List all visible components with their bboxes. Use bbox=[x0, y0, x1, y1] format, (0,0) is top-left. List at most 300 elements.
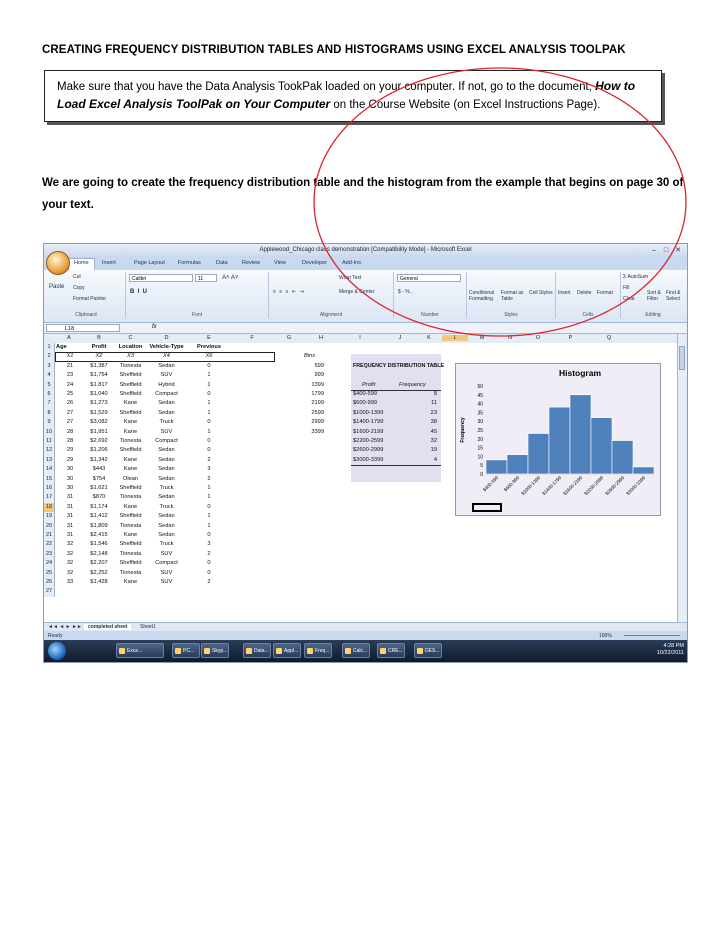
data-cell[interactable]: Sedan bbox=[158, 494, 175, 501]
data-cell[interactable]: 2 bbox=[207, 456, 211, 463]
font-size-select[interactable]: 11 bbox=[195, 274, 217, 282]
row-header[interactable]: 18 bbox=[44, 503, 55, 512]
data-cell[interactable]: Tionesta bbox=[119, 569, 142, 576]
symbol-cell[interactable]: X1 bbox=[66, 353, 74, 360]
data-cell[interactable]: 24 bbox=[66, 381, 74, 388]
data-cell[interactable]: 1 bbox=[207, 522, 211, 529]
data-cell[interactable]: $1,428 bbox=[90, 579, 108, 585]
x-tick-label: $1400-1799 bbox=[541, 475, 563, 497]
row-header[interactable]: 19 bbox=[44, 512, 55, 521]
row-header[interactable]: 12 bbox=[44, 446, 55, 455]
data-cell[interactable]: 30 bbox=[66, 466, 74, 473]
row-header[interactable]: 25 bbox=[44, 569, 55, 578]
row-header[interactable]: 16 bbox=[44, 484, 55, 493]
row-header[interactable]: 4 bbox=[44, 371, 55, 380]
bin-cell[interactable]: 1799 bbox=[311, 391, 324, 397]
bin-cell[interactable]: 1399 bbox=[311, 381, 324, 388]
data-cell[interactable]: $1,040 bbox=[90, 391, 108, 397]
vertical-scrollbar[interactable] bbox=[677, 334, 687, 622]
format-as-table-button[interactable]: Format as Table bbox=[501, 290, 524, 302]
data-cell[interactable]: $1,412 bbox=[90, 513, 108, 520]
sheet-nav-icons[interactable]: ◄◄ ◄ ► ►► bbox=[48, 624, 82, 630]
data-cell[interactable]: Tionesta bbox=[119, 362, 142, 369]
data-cell[interactable]: $1,621 bbox=[90, 485, 108, 491]
bin-cell[interactable]: 599 bbox=[314, 362, 324, 369]
office-button[interactable] bbox=[46, 251, 70, 275]
col-header-M[interactable]: M bbox=[479, 335, 485, 341]
data-cell[interactable]: Olean bbox=[122, 475, 139, 482]
data-cell[interactable]: 2 bbox=[207, 579, 211, 585]
y-tick-label: 20 bbox=[477, 436, 483, 443]
selected-cell[interactable] bbox=[472, 503, 502, 512]
data-cell[interactable]: 31 bbox=[66, 494, 74, 501]
row-header[interactable]: 8 bbox=[44, 409, 55, 418]
bin-cell[interactable]: 2199 bbox=[311, 400, 324, 407]
header-location[interactable]: Location bbox=[118, 344, 143, 350]
excel-title-bar bbox=[44, 244, 687, 258]
data-cell[interactable]: $1,342 bbox=[90, 456, 108, 463]
paste-button[interactable]: Paste bbox=[49, 284, 65, 290]
data-cell[interactable]: Truck bbox=[159, 485, 174, 491]
data-cell[interactable]: 30 bbox=[66, 475, 74, 482]
data-cell[interactable]: Sheffield bbox=[119, 391, 142, 397]
row-header[interactable]: 21 bbox=[44, 531, 55, 540]
tab-insert[interactable]: Insert bbox=[102, 260, 116, 266]
bin-cell[interactable]: 2999 bbox=[311, 419, 324, 426]
data-cell[interactable]: 0 bbox=[207, 362, 211, 369]
autosum-button[interactable]: Σ AutoSum bbox=[623, 274, 649, 280]
taskbar-app-icon bbox=[246, 648, 252, 654]
col-header-C[interactable]: C bbox=[128, 335, 133, 341]
tab-review[interactable]: Review bbox=[242, 260, 261, 266]
name-box[interactable]: L18 bbox=[46, 324, 120, 332]
cut-button[interactable]: Cut bbox=[73, 274, 81, 280]
col-header-Q[interactable]: Q bbox=[606, 335, 612, 341]
col-header-L[interactable]: L bbox=[442, 335, 468, 341]
data-cell[interactable]: Tionesta bbox=[119, 550, 142, 557]
note-post: on the Course Website (on Excel Instructions Page). bbox=[330, 99, 601, 111]
ribbon-tabs bbox=[44, 258, 687, 270]
row-header[interactable]: 15 bbox=[44, 475, 55, 484]
data-cell[interactable]: 0 bbox=[207, 447, 211, 454]
data-cell[interactable]: 30 bbox=[66, 485, 74, 491]
data-cell[interactable]: Kane bbox=[123, 400, 138, 407]
font-group bbox=[126, 272, 269, 318]
data-cell[interactable]: Truck bbox=[159, 419, 174, 426]
currency-percent-icons[interactable]: $ - % , bbox=[398, 289, 413, 295]
data-cell[interactable]: $1,809 bbox=[90, 522, 108, 529]
data-cell[interactable]: $3,082 bbox=[90, 419, 108, 426]
row-header[interactable]: 3 bbox=[44, 362, 55, 371]
data-cell[interactable]: 0 bbox=[207, 391, 211, 397]
data-cell[interactable]: $2,415 bbox=[90, 532, 108, 538]
data-cell[interactable]: 1 bbox=[207, 485, 211, 491]
symbol-cell[interactable]: X4 bbox=[163, 353, 170, 360]
data-cell[interactable]: 0 bbox=[207, 569, 211, 576]
row-header[interactable]: 23 bbox=[44, 550, 55, 559]
data-cell[interactable]: Tionesta bbox=[119, 522, 142, 529]
histogram-svg bbox=[456, 364, 660, 515]
data-cell[interactable]: $1,174 bbox=[90, 503, 108, 510]
insert-cells-button[interactable]: Insert bbox=[558, 290, 571, 296]
data-cell[interactable]: Kane bbox=[123, 419, 138, 426]
maximize-icon[interactable]: □ bbox=[663, 247, 669, 254]
data-cell[interactable]: Sedan bbox=[158, 400, 175, 407]
tab-home[interactable]: Home bbox=[68, 258, 95, 271]
y-tick-label: 50 bbox=[477, 384, 483, 390]
data-cell[interactable]: 1 bbox=[207, 409, 211, 416]
data-cell[interactable]: 28 bbox=[66, 438, 74, 444]
row-header[interactable]: 2 bbox=[44, 352, 55, 361]
symbol-cell[interactable]: X6 bbox=[205, 353, 213, 360]
data-cell[interactable]: Kane bbox=[123, 579, 138, 585]
note-text bbox=[57, 78, 653, 114]
taskbar-item[interactable] bbox=[342, 643, 370, 658]
data-cell[interactable]: 1 bbox=[207, 400, 211, 407]
merge-center-button[interactable]: Merge & Center bbox=[339, 289, 375, 295]
data-cell[interactable]: 32 bbox=[66, 569, 74, 576]
taskbar-item-label: CRE... bbox=[388, 648, 403, 654]
freq-profit-cell[interactable]: $1600-2199 bbox=[353, 428, 384, 435]
data-cell[interactable]: Sedan bbox=[158, 532, 175, 538]
histogram-bar bbox=[507, 455, 528, 474]
col-header-J[interactable]: J bbox=[398, 335, 402, 341]
data-cell[interactable]: Sheffield bbox=[119, 513, 142, 520]
col-header-D[interactable]: D bbox=[164, 335, 169, 341]
data-cell[interactable]: 3 bbox=[207, 541, 211, 548]
data-cell[interactable]: Truck bbox=[159, 541, 174, 548]
data-cell[interactable]: 32 bbox=[66, 541, 74, 548]
data-cell[interactable]: Sedan bbox=[158, 456, 175, 463]
col-header-O[interactable]: O bbox=[535, 335, 541, 341]
data-cell[interactable]: 0 bbox=[207, 503, 211, 510]
col-header-H[interactable]: H bbox=[319, 335, 323, 341]
data-cell[interactable]: Sedan bbox=[158, 447, 175, 454]
cell-styles-button[interactable]: Cell Styles bbox=[529, 290, 553, 296]
taskbar-app-icon bbox=[119, 648, 125, 654]
data-cell[interactable]: Sedan bbox=[158, 466, 175, 473]
data-cell[interactable]: Kane bbox=[123, 456, 138, 463]
font-label: Font bbox=[191, 312, 202, 318]
data-cell[interactable]: Truck bbox=[159, 503, 174, 510]
copy-button[interactable]: Copy bbox=[73, 285, 85, 291]
freq-value-cell[interactable]: 8 bbox=[433, 391, 437, 397]
freq-profit-cell[interactable]: $1400-1799 bbox=[353, 419, 384, 426]
format-painter-button[interactable]: Format Painter bbox=[73, 296, 107, 302]
zoom-slider[interactable] bbox=[624, 635, 680, 636]
data-cell[interactable]: SUV bbox=[160, 569, 173, 576]
data-cell[interactable]: 32 bbox=[66, 550, 74, 557]
data-cell[interactable]: 33 bbox=[66, 579, 74, 585]
styles-label: Styles bbox=[504, 312, 518, 318]
data-cell[interactable]: Sedan bbox=[158, 362, 175, 369]
wrap-text-button[interactable]: Wrap Text bbox=[339, 275, 362, 281]
data-cell[interactable]: 1 bbox=[207, 372, 211, 379]
data-cell[interactable]: $1,273 bbox=[90, 400, 108, 407]
data-cell[interactable]: 27 bbox=[66, 419, 74, 426]
data-cell[interactable]: Compact bbox=[155, 438, 178, 444]
data-cell[interactable]: Sedan bbox=[158, 522, 175, 529]
data-cell[interactable]: SUV bbox=[160, 372, 173, 379]
freq-value-cell[interactable]: 38 bbox=[430, 419, 437, 426]
freq-col-frequency[interactable]: Frequency bbox=[399, 381, 426, 388]
data-cell[interactable]: $870 bbox=[92, 494, 106, 501]
data-cell[interactable]: Kane bbox=[123, 532, 138, 538]
note-pre: Make sure that you have the Data Analysis TookPak loaded on your computer. If not, go to the document, bbox=[57, 81, 592, 93]
data-cell[interactable]: 31 bbox=[66, 532, 74, 538]
data-cell[interactable]: 29 bbox=[66, 447, 74, 454]
freq-value-cell[interactable]: 45 bbox=[430, 428, 437, 435]
y-tick-label: 5 bbox=[480, 463, 483, 470]
data-cell[interactable]: 31 bbox=[66, 522, 74, 529]
data-cell[interactable]: $1,206 bbox=[90, 447, 108, 454]
data-cell[interactable]: SUV bbox=[160, 550, 173, 557]
data-cell[interactable]: 2 bbox=[207, 475, 211, 482]
taskbar-item[interactable] bbox=[243, 643, 271, 658]
freq-profit-cell[interactable]: $1000-1399 bbox=[353, 409, 384, 416]
row-header[interactable]: 26 bbox=[44, 578, 55, 587]
cells-group bbox=[556, 272, 621, 318]
conditional-formatting-button[interactable]: Conditional Formatting bbox=[469, 290, 495, 302]
data-cell[interactable]: 1 bbox=[207, 494, 211, 501]
number-format-select[interactable]: General bbox=[397, 274, 461, 282]
y-tick-label: 0 bbox=[480, 472, 483, 478]
freq-value-cell[interactable]: 19 bbox=[430, 447, 437, 454]
tab-formulas[interactable]: Formulas bbox=[178, 260, 201, 266]
data-cell[interactable]: $1,529 bbox=[90, 409, 108, 416]
tab-developer[interactable]: Developer bbox=[302, 260, 328, 266]
data-cell[interactable]: 25 bbox=[66, 391, 74, 397]
number-group bbox=[394, 272, 467, 318]
data-cell[interactable]: Hybrid bbox=[158, 381, 175, 388]
row-header[interactable]: 10 bbox=[44, 428, 55, 437]
data-cell[interactable]: $1,951 bbox=[90, 428, 108, 435]
taskbar-app-icon bbox=[345, 648, 351, 654]
histogram-chart[interactable] bbox=[455, 363, 661, 516]
y-tick-label: 40 bbox=[477, 401, 483, 408]
row-header[interactable]: 11 bbox=[44, 437, 55, 446]
data-cell[interactable]: Compact bbox=[155, 391, 178, 397]
freq-profit-cell[interactable]: $2200-2599 bbox=[353, 438, 384, 444]
bin-cell[interactable]: 999 bbox=[314, 372, 324, 379]
freq-value-cell[interactable]: 11 bbox=[431, 400, 437, 407]
data-cell[interactable]: 0 bbox=[207, 438, 211, 444]
row-header[interactable]: 7 bbox=[44, 399, 55, 408]
sheet-tab-completed[interactable]: completed sheet bbox=[84, 624, 131, 630]
clear-button[interactable]: Clear bbox=[623, 296, 635, 302]
data-cell[interactable]: 31 bbox=[66, 503, 74, 510]
tab-page-layout[interactable]: Page Layout bbox=[134, 260, 165, 266]
data-cell[interactable]: $2,692 bbox=[90, 438, 108, 444]
y-tick-label: 45 bbox=[477, 392, 483, 399]
col-header-B[interactable]: B bbox=[97, 335, 101, 341]
data-cell[interactable]: Kane bbox=[123, 428, 138, 435]
data-cell[interactable]: $754 bbox=[92, 475, 106, 482]
header-vehicle-type[interactable]: Vehicle-Type bbox=[149, 344, 184, 350]
symbol-cell[interactable]: X2 bbox=[95, 353, 103, 360]
format-cells-button[interactable]: Format bbox=[597, 290, 613, 296]
alignment-label: Alignment bbox=[319, 312, 343, 318]
data-cell[interactable]: 1 bbox=[207, 428, 211, 435]
y-axis-label: Frequency bbox=[460, 417, 466, 443]
align-icons[interactable]: ≡ ≡ ≡ ⇤ ⇥ bbox=[273, 289, 305, 295]
tab-data[interactable]: Data bbox=[216, 260, 228, 266]
data-cell[interactable]: 0 bbox=[207, 419, 211, 426]
col-header-A[interactable]: A bbox=[67, 335, 71, 341]
taskbar-item-label: Freq... bbox=[315, 648, 330, 654]
freq-profit-cell[interactable]: $600-999 bbox=[353, 400, 378, 407]
data-cell[interactable]: Sedan bbox=[158, 475, 175, 482]
formula-bar bbox=[44, 323, 687, 334]
data-cell[interactable]: 23 bbox=[66, 372, 74, 379]
col-header-K[interactable]: K bbox=[427, 335, 431, 341]
fill-button[interactable]: Fill bbox=[623, 285, 630, 291]
data-cell[interactable]: 1 bbox=[207, 381, 211, 388]
data-cell[interactable]: Sheffield bbox=[119, 409, 142, 416]
data-cell[interactable]: Sheffield bbox=[119, 541, 142, 548]
scroll-thumb[interactable] bbox=[679, 346, 685, 370]
row-header[interactable]: 24 bbox=[44, 559, 55, 568]
y-tick-label: 25 bbox=[477, 428, 483, 434]
data-cell[interactable]: Kane bbox=[123, 503, 138, 510]
taskbar-item[interactable] bbox=[116, 643, 164, 658]
freq-profit-cell[interactable]: $3000-3399 bbox=[353, 456, 384, 463]
data-cell[interactable]: Sheffield bbox=[119, 485, 142, 491]
symbol-cell[interactable]: X3 bbox=[127, 353, 134, 360]
row-header[interactable]: 22 bbox=[44, 540, 55, 549]
data-cell[interactable]: Sheffield bbox=[119, 381, 142, 388]
row-header[interactable]: 13 bbox=[44, 456, 55, 465]
data-cell[interactable]: Tionesta bbox=[119, 494, 142, 501]
data-cell[interactable]: 27 bbox=[66, 409, 74, 416]
data-cell[interactable]: Sheffield bbox=[119, 372, 142, 379]
taskbar-app-icon bbox=[276, 648, 282, 654]
zoom-level[interactable]: 100% bbox=[599, 633, 612, 639]
col-header-P[interactable]: P bbox=[568, 335, 573, 341]
tab-view[interactable]: View bbox=[274, 260, 286, 266]
taskbar-item-label: Calc... bbox=[353, 648, 368, 654]
taskbar-item[interactable] bbox=[172, 643, 200, 658]
find-select-button[interactable]: Find & Select bbox=[666, 290, 681, 302]
col-header-F[interactable]: F bbox=[250, 335, 254, 341]
data-cell[interactable]: 26 bbox=[66, 400, 74, 407]
taskbar-item[interactable] bbox=[304, 643, 332, 658]
row-header[interactable]: 5 bbox=[44, 381, 55, 390]
data-cell[interactable]: Sedan bbox=[158, 409, 175, 416]
bin-cell[interactable]: 3399 bbox=[311, 428, 324, 435]
data-cell[interactable]: SUV bbox=[160, 579, 173, 585]
data-cell[interactable]: Sheffield bbox=[119, 560, 142, 567]
col-header-N[interactable]: N bbox=[508, 335, 512, 341]
taskbar-item[interactable] bbox=[414, 643, 442, 658]
col-header-G[interactable]: G bbox=[286, 335, 292, 341]
close-icon[interactable]: ✕ bbox=[675, 247, 681, 254]
taskbar-app-icon bbox=[417, 648, 423, 654]
data-cell[interactable]: $443 bbox=[92, 466, 106, 473]
data-cell[interactable]: 21 bbox=[66, 362, 74, 369]
data-cell[interactable]: $2,252 bbox=[90, 569, 108, 576]
sort-filter-button[interactable]: Sort & Filter bbox=[647, 290, 661, 302]
header-profit[interactable]: Profit bbox=[91, 344, 107, 350]
header-previous[interactable]: Previous bbox=[196, 344, 222, 350]
col-header-E[interactable]: E bbox=[207, 335, 211, 341]
data-cell[interactable]: $1,546 bbox=[90, 541, 108, 548]
fx-icon[interactable]: fx bbox=[152, 324, 157, 330]
taskbar-item[interactable] bbox=[201, 643, 229, 658]
sheet-tab-sheet1[interactable]: Sheet1 bbox=[140, 624, 156, 630]
data-cell[interactable]: 31 bbox=[66, 513, 74, 520]
data-cell[interactable]: Sedan bbox=[158, 513, 175, 520]
data-cell[interactable]: SUV bbox=[160, 428, 173, 435]
data-cell[interactable]: $2,148 bbox=[90, 550, 108, 557]
data-cell[interactable]: $1,754 bbox=[90, 372, 108, 379]
worksheet-grid[interactable] bbox=[44, 343, 678, 622]
freq-value-cell[interactable]: 32 bbox=[430, 438, 437, 444]
bold-italic-underline-buttons[interactable]: B I U bbox=[130, 289, 148, 295]
data-cell[interactable]: 3 bbox=[207, 466, 211, 473]
data-cell[interactable]: $1,387 bbox=[90, 362, 108, 369]
taskbar-item[interactable] bbox=[377, 643, 405, 658]
data-cell[interactable]: Kane bbox=[123, 466, 138, 473]
freq-table-title[interactable]: FREQUENCY DISTRIBUTION TABLE bbox=[353, 362, 445, 369]
data-cell[interactable]: Tionesta bbox=[119, 438, 142, 444]
data-cell[interactable]: 32 bbox=[66, 560, 74, 567]
taskbar-item-label: Skyp... bbox=[212, 648, 228, 654]
data-cell[interactable]: 29 bbox=[66, 456, 74, 463]
row-header[interactable]: 17 bbox=[44, 493, 55, 502]
histogram-bar bbox=[633, 467, 654, 474]
bins-label[interactable]: Bins bbox=[304, 353, 316, 360]
header-age[interactable]: Age bbox=[56, 344, 67, 350]
data-cell[interactable]: $1,817 bbox=[90, 381, 108, 388]
row-header[interactable]: 14 bbox=[44, 465, 55, 474]
data-cell[interactable]: 2 bbox=[207, 550, 211, 557]
minimize-icon[interactable]: – bbox=[652, 247, 656, 254]
row-header[interactable]: 20 bbox=[44, 522, 55, 531]
data-cell[interactable]: 0 bbox=[207, 532, 211, 538]
window-controls bbox=[648, 246, 684, 254]
freq-profit-cell[interactable]: $2600-2999 bbox=[353, 447, 384, 454]
status-ready: Ready bbox=[48, 633, 63, 639]
data-cell[interactable]: 28 bbox=[66, 428, 74, 435]
row-header[interactable]: 9 bbox=[44, 418, 55, 427]
frequency-table-bg bbox=[351, 354, 445, 482]
start-button[interactable] bbox=[48, 642, 66, 660]
taskbar-item[interactable] bbox=[273, 643, 301, 658]
freq-col-profit[interactable]: Profit bbox=[362, 381, 376, 388]
data-cell[interactable]: 1 bbox=[207, 513, 211, 520]
data-cell[interactable]: 0 bbox=[207, 560, 211, 567]
document-title: CREATING FREQUENCY DISTRIBUTION TABLES AND HISTOGRAMS USING EXCEL ANALYSIS TOOLPAK bbox=[42, 44, 626, 56]
col-header-I[interactable]: I bbox=[359, 335, 361, 341]
delete-cells-button[interactable]: Delete bbox=[577, 290, 592, 296]
note-link-title: How to Load Excel Analysis ToolPak on Your Computer bbox=[57, 79, 636, 111]
data-cell[interactable]: $2,207 bbox=[90, 560, 108, 567]
freq-value-cell[interactable]: 23 bbox=[430, 409, 437, 416]
freq-value-cell[interactable]: 4 bbox=[433, 456, 437, 463]
x-tick-label: $600-999 bbox=[502, 475, 521, 493]
tab-add-ins[interactable]: Add-Ins bbox=[342, 260, 361, 266]
font-grow-icon[interactable]: A˄ A˅ bbox=[222, 275, 239, 281]
row-header[interactable]: 1 bbox=[44, 343, 55, 352]
row-header[interactable]: 27 bbox=[44, 587, 55, 596]
row-header[interactable]: 6 bbox=[44, 390, 55, 399]
font-name-select[interactable]: Calibri bbox=[129, 274, 193, 282]
bin-cell[interactable]: 2599 bbox=[311, 409, 324, 416]
freq-profit-cell[interactable]: $400-599 bbox=[353, 391, 378, 397]
data-cell[interactable]: Compact bbox=[155, 560, 178, 567]
data-cell[interactable]: Sheffield bbox=[119, 447, 142, 454]
